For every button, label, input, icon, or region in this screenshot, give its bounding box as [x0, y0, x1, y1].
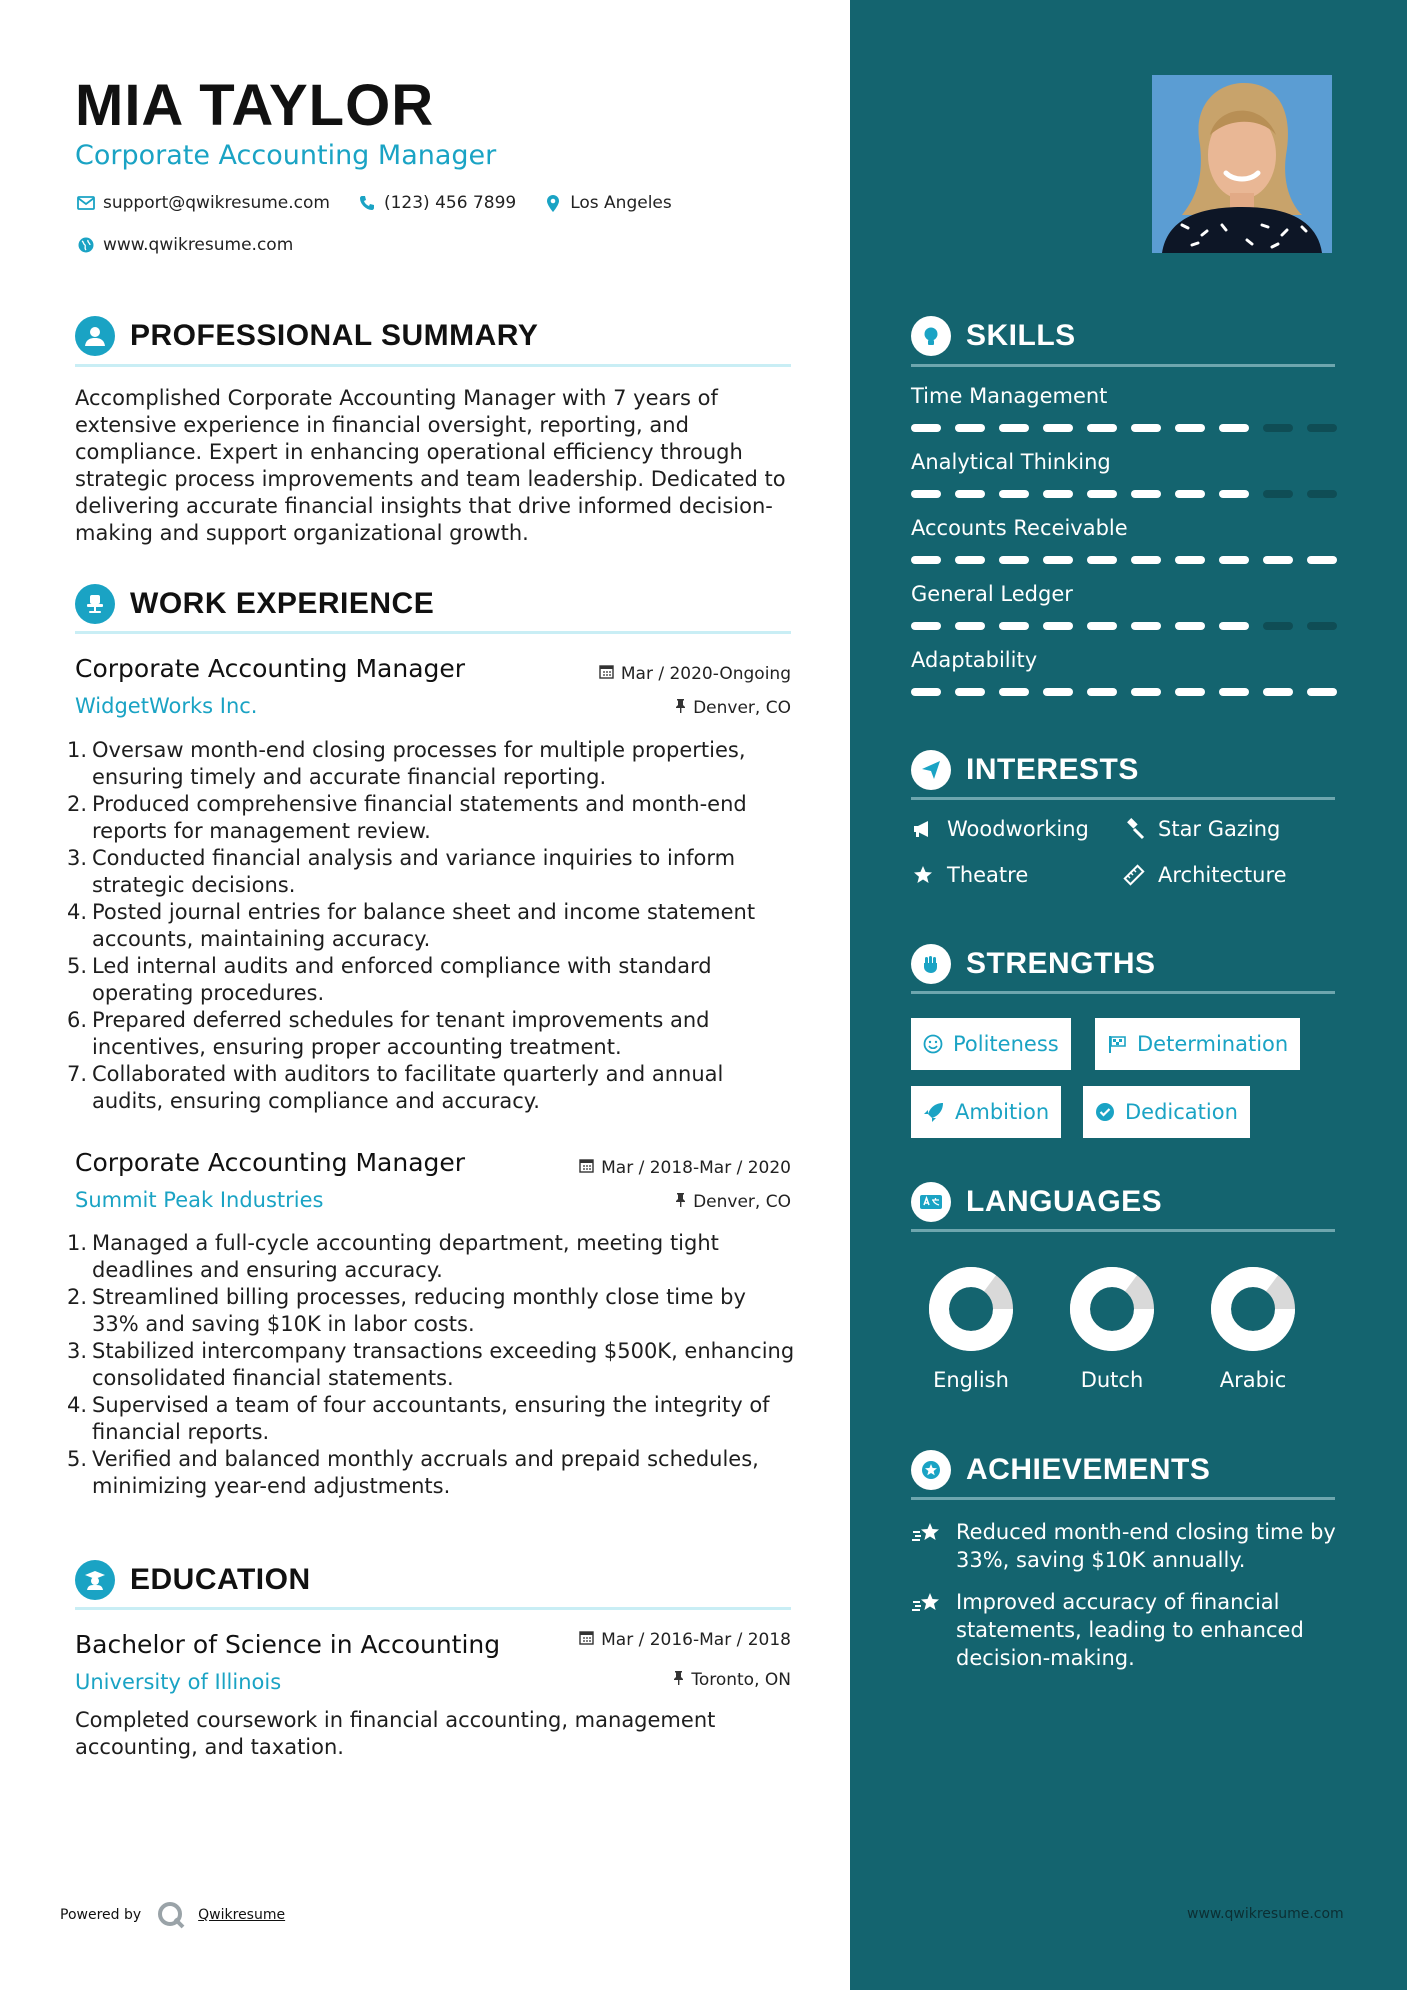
skill-level-segment: [1219, 424, 1249, 432]
duty-text: Conducted financial analysis and variance inquiries to inform strategic decisions.: [92, 846, 736, 897]
strength-chip: [1095, 1018, 1300, 1070]
powered-by-label: Powered by: [60, 1907, 142, 1923]
skill-level-bar: [911, 556, 1337, 564]
contact-row: [75, 192, 690, 214]
education-dates: [579, 1630, 791, 1650]
education-description: Completed coursework in financial accounting, management accounting, and taxation.: [75, 1708, 716, 1759]
job-location-1: [675, 698, 791, 718]
skill-name: Analytical Thinking: [911, 450, 1111, 474]
education-location-text: Toronto, ON: [691, 1670, 791, 1690]
interest-label: Star Gazing: [1158, 817, 1281, 841]
interest-item: [911, 863, 1028, 887]
skill-level-segment: [955, 556, 985, 564]
duty-number: 1.: [67, 1231, 88, 1255]
skill-level-segment: [1087, 622, 1117, 630]
skill-level-segment: [1043, 556, 1073, 564]
duty-number: 7.: [67, 1062, 88, 1086]
interest-item: [1122, 817, 1280, 841]
skill-level-bar: [911, 490, 1337, 498]
duty-item: [67, 1007, 797, 1061]
job-dates-text-1: Mar / 2020-Ongoing: [620, 664, 791, 684]
contact-website[interactable]: www.qwikresume.com: [103, 235, 294, 255]
shooting-star-icon: [911, 1588, 956, 1672]
language-item: [1052, 1264, 1172, 1392]
education-divider: [75, 1607, 791, 1610]
strengths-divider: [911, 991, 1335, 994]
candidate-title: Corporate Accounting Manager: [75, 140, 497, 171]
flag-icon: [1107, 1034, 1127, 1054]
skill-level-segment: [1087, 424, 1117, 432]
summary-heading-text: PROFESSIONAL SUMMARY: [130, 319, 539, 352]
duty-item: [67, 899, 797, 953]
duty-number: 4.: [67, 1393, 88, 1417]
skill-level-segment: [1087, 688, 1117, 696]
skill-name: Time Management: [911, 384, 1108, 408]
interests-heading: [911, 750, 1139, 790]
language-name: Arabic: [1219, 1368, 1287, 1392]
skill-level-bar: [911, 622, 1337, 630]
skill-level-segment: [1175, 424, 1205, 432]
skill-level-segment: [1263, 622, 1293, 630]
website-row: [75, 234, 311, 256]
skill-level-segment: [1043, 688, 1073, 696]
strength-label: Politeness: [953, 1032, 1059, 1056]
skill-level-segment: [999, 556, 1029, 564]
pushpin-icon: [675, 1192, 686, 1212]
skill-level-segment: [955, 424, 985, 432]
footer-url[interactable]: www.qwikresume.com: [1187, 1906, 1344, 1922]
job-dates-1: [599, 664, 791, 684]
powered-by: [60, 1900, 285, 1930]
job-title-2: Corporate Accounting Manager: [75, 1148, 466, 1177]
duty-item: [67, 1338, 797, 1392]
calendar-icon: [599, 664, 614, 684]
skill-level-segment: [1131, 424, 1161, 432]
interest-label: Architecture: [1158, 863, 1287, 887]
achievement-text: Reduced month-end closing time by 33%, saving $10K annually.: [956, 1520, 1336, 1572]
interests-divider: [911, 797, 1335, 800]
skill-level-bar: [911, 424, 1337, 432]
contact-phone[interactable]: (123) 456 7899: [383, 193, 517, 213]
language-donut: [1067, 1264, 1157, 1354]
skill-level-segment: [1087, 556, 1117, 564]
degree-title: Bachelor of Science in Accounting: [75, 1630, 501, 1659]
skill-level-segment: [1131, 622, 1161, 630]
skill-level-segment: [1175, 688, 1205, 696]
chair-icon: [75, 584, 115, 624]
duty-item: [67, 1230, 797, 1284]
fist-icon: [911, 944, 951, 984]
experience-heading-text: WORK EXPERIENCE: [130, 587, 435, 620]
skill-level-segment: [911, 622, 941, 630]
duty-text: Supervised a team of four accountants, ensuring the integrity of financial reports.: [92, 1393, 770, 1444]
skill-level-segment: [1263, 490, 1293, 498]
skill-level-segment: [1307, 424, 1337, 432]
skill-level-segment: [1263, 556, 1293, 564]
strengths-heading: [911, 944, 1156, 984]
skills-divider: [911, 364, 1335, 367]
achievements-heading-text: ACHIEVEMENTS: [966, 1453, 1211, 1486]
shooting-star-icon: [911, 1518, 956, 1574]
skill-level-segment: [1219, 622, 1249, 630]
duty-item: [67, 1392, 797, 1446]
achievement-item: [911, 1588, 1351, 1672]
skill-level-segment: [1043, 622, 1073, 630]
rocket-icon: [923, 1101, 945, 1123]
gavel-icon: [1122, 818, 1146, 840]
globe-icon: [75, 234, 97, 256]
skill-level-segment: [1307, 688, 1337, 696]
job-dates-text-2: Mar / 2018-Mar / 2020: [601, 1158, 791, 1178]
duty-text: Produced comprehensive financial statements and month-end reports for management review.: [92, 792, 747, 843]
skill-level-segment: [1131, 556, 1161, 564]
phone-icon: [356, 192, 378, 214]
star-icon: [911, 865, 935, 885]
lightbulb-icon: [911, 316, 951, 356]
strength-label: Ambition: [955, 1100, 1050, 1124]
contact-location: Los Angeles: [570, 193, 672, 213]
skill-level-bar: [911, 688, 1337, 696]
check-circle-icon: [1095, 1102, 1115, 1122]
experience-divider: [75, 631, 791, 634]
skill-level-segment: [1219, 556, 1249, 564]
strength-chip: [911, 1086, 1061, 1138]
summary-text: Accomplished Corporate Accounting Manager with 7 years of extensive experience in financial oversight, reporting, and compliance. Expert in enhancing operational efficiency through strategic process improvements and team leadership. Dedicated to delivering accurate financial insights that drive informed decision-making and support organizational growth.: [75, 386, 786, 545]
duty-text: Oversaw month-end closing processes for multiple properties, ensuring timely and accurate financial reporting.: [92, 738, 746, 789]
strengths-heading-text: STRENGTHS: [966, 947, 1156, 980]
skill-level-segment: [1219, 688, 1249, 696]
language-name: Dutch: [1080, 1368, 1144, 1392]
interests-heading-text: INTERESTS: [966, 753, 1139, 786]
achievement-item: [911, 1518, 1351, 1574]
skill-level-segment: [1175, 556, 1205, 564]
duty-text: Managed a full-cycle accounting department, meeting tight deadlines and ensuring accuracy.: [92, 1231, 719, 1282]
candidate-name: MIA TAYLOR: [75, 73, 435, 138]
job-location-text-2: Denver, CO: [693, 1192, 791, 1212]
duty-item: [67, 737, 797, 791]
duty-number: 3.: [67, 846, 88, 870]
skill-name: Accounts Receivable: [911, 516, 1128, 540]
interest-label: Woodworking: [947, 817, 1089, 841]
ruler-icon: [1122, 864, 1146, 886]
duty-number: 2.: [67, 792, 88, 816]
sidebar: [850, 0, 1407, 1990]
skill-level-segment: [911, 424, 941, 432]
interest-item: [1122, 863, 1287, 887]
map-pin-icon: [542, 192, 564, 214]
language-donut: [1208, 1264, 1298, 1354]
duty-text: Stabilized intercompany transactions exceeding $500K, enhancing consolidated financial statements.: [92, 1339, 795, 1390]
education-dates-text: Mar / 2016-Mar / 2018: [601, 1630, 791, 1650]
job-duties-1: [67, 737, 797, 1115]
duty-item: [67, 1284, 797, 1338]
language-name: English: [933, 1368, 1009, 1392]
job-company-1: WidgetWorks Inc.: [75, 694, 258, 718]
duty-number: 2.: [67, 1285, 88, 1309]
skills-heading: [911, 316, 1076, 356]
skill-level-segment: [1087, 490, 1117, 498]
duty-item: [67, 791, 797, 845]
skill-level-segment: [955, 490, 985, 498]
envelope-icon: [75, 192, 97, 214]
skill-level-segment: [1175, 490, 1205, 498]
calendar-icon: [579, 1158, 594, 1178]
skill-level-segment: [1219, 490, 1249, 498]
languages-divider: [911, 1229, 1335, 1232]
profile-photo: [1152, 75, 1332, 253]
qwikresume-link[interactable]: Qwikresume: [198, 1907, 286, 1923]
duty-number: 1.: [67, 738, 88, 762]
duty-item: [67, 845, 797, 899]
interest-item: [911, 817, 1089, 841]
skill-level-segment: [1307, 490, 1337, 498]
paper-plane-icon: [911, 750, 951, 790]
skill-level-segment: [999, 490, 1029, 498]
skill-level-segment: [955, 622, 985, 630]
star-badge-icon: [911, 1450, 951, 1490]
job-title-1: Corporate Accounting Manager: [75, 654, 466, 683]
duty-text: Prepared deferred schedules for tenant improvements and incentives, ensuring proper accounting treatment.: [92, 1008, 710, 1059]
calendar-icon: [579, 1630, 594, 1650]
duty-number: 4.: [67, 900, 88, 924]
skill-name: General Ledger: [911, 582, 1073, 606]
job-dates-2: [579, 1158, 791, 1178]
achievement-text: Improved accuracy of financial statements, leading to enhanced decision-making.: [956, 1590, 1304, 1670]
skill-level-segment: [955, 688, 985, 696]
translate-icon: [911, 1182, 951, 1222]
achievements-heading: [911, 1450, 1210, 1490]
skills-heading-text: SKILLS: [966, 319, 1076, 352]
skill-level-segment: [1131, 688, 1161, 696]
language-item: [911, 1264, 1031, 1392]
experience-heading: [75, 584, 434, 624]
language-item: [1193, 1264, 1313, 1392]
job-location-text-1: Denver, CO: [693, 698, 791, 718]
education-location: [673, 1670, 791, 1690]
skill-level-segment: [1175, 622, 1205, 630]
education-heading: [75, 1560, 311, 1600]
skill-level-segment: [999, 688, 1029, 696]
skill-level-segment: [1263, 688, 1293, 696]
duty-text: Verified and balanced monthly accruals and prepaid schedules, minimizing year-end adjustments.: [92, 1447, 759, 1498]
duty-text: Streamlined billing processes, reducing monthly close time by 33% and saving $10K in labor costs.: [92, 1285, 746, 1336]
skill-level-segment: [1043, 490, 1073, 498]
pushpin-icon: [675, 698, 686, 718]
duty-text: Collaborated with auditors to facilitate quarterly and annual audits, ensuring compliance and accuracy.: [92, 1062, 724, 1113]
strength-label: Dedication: [1125, 1100, 1238, 1124]
school-name: University of Illinois: [75, 1670, 282, 1694]
duty-item: [67, 953, 797, 1007]
languages-heading: [911, 1182, 1162, 1222]
duty-number: 3.: [67, 1339, 88, 1363]
graduate-icon: [75, 1560, 115, 1600]
skill-level-segment: [911, 688, 941, 696]
skill-level-segment: [999, 622, 1029, 630]
interest-label: Theatre: [947, 863, 1029, 887]
skill-level-segment: [999, 424, 1029, 432]
duty-text: Posted journal entries for balance sheet and income statement accounts, maintaining accuracy.: [92, 900, 756, 951]
duty-item: [67, 1446, 797, 1500]
strength-chip: [1083, 1086, 1250, 1138]
achievements-divider: [911, 1497, 1335, 1500]
bullhorn-icon: [911, 820, 935, 838]
contact-email[interactable]: support@qwikresume.com: [103, 193, 330, 213]
user-icon: [75, 316, 115, 356]
duty-number: 5.: [67, 954, 88, 978]
job-location-2: [675, 1192, 791, 1212]
skill-name: Adaptability: [911, 648, 1038, 672]
skill-level-segment: [911, 490, 941, 498]
education-heading-text: EDUCATION: [130, 1563, 311, 1596]
skill-level-segment: [1043, 424, 1073, 432]
skill-level-segment: [1307, 556, 1337, 564]
strength-chip: [911, 1018, 1071, 1070]
duty-text: Led internal audits and enforced compliance with standard operating procedures.: [92, 954, 712, 1005]
duty-number: 6.: [67, 1008, 88, 1032]
summary-heading: [75, 316, 538, 356]
pushpin-icon: [673, 1670, 684, 1690]
job-company-2: Summit Peak Industries: [75, 1188, 324, 1212]
skill-level-segment: [911, 556, 941, 564]
skill-level-segment: [1307, 622, 1337, 630]
skill-level-segment: [1263, 424, 1293, 432]
duty-item: [67, 1061, 797, 1115]
smile-icon: [923, 1034, 943, 1054]
duty-number: 5.: [67, 1447, 88, 1471]
job-duties-2: [67, 1230, 797, 1500]
language-donut: [926, 1264, 1016, 1354]
summary-divider: [75, 364, 791, 367]
skill-level-segment: [1131, 490, 1161, 498]
strength-label: Determination: [1137, 1032, 1289, 1056]
qwikresume-logo-icon: [156, 1900, 186, 1930]
languages-heading-text: LANGUAGES: [966, 1185, 1163, 1218]
